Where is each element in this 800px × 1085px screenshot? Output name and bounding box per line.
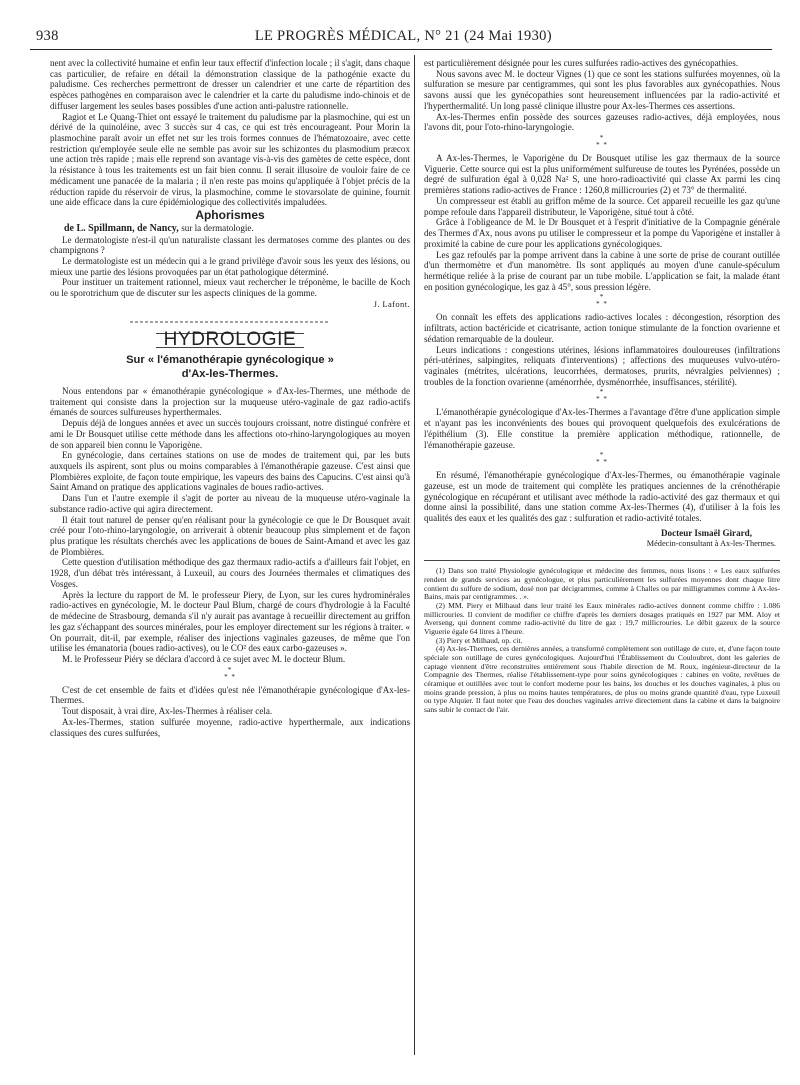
paragraph: Ragiot et Le Quang-Thiet ont essayé le traitement du paludisme par la plasmochine, qui est un dérivé de la quinoléine, avec 3 succès sur 4 cas, ce qui est très encourageant. Pour Morin la plasmochine paraît avoir un effet net sur les trois formes connues de l'hématozoaire, avec cette restriction qu'employée seule elle ne semble pas avoir sur les schizontes du plasmodium præcox une action très rapide ; mais elle reprend son avantage vis-à-vis des gamètes de cette espèce, dont la résistance à tous les traitements est un fait bien connu. Il serait illusoire de vouloir faire de ce médicament une panacée de la malaria ; il n'en reste pas moins qu'appliquée à l'objet précis de la réduction rapide du réservoir de virus, la plasmochine, comme le stovarsolate de quinine, fournit une aide efficace dans la cure épidémiologique des collectivités impaludées. — [50, 111, 410, 208]
footnote: (2) MM. Piery et Milhaud dans leur traité les Eaux minérales radio-actives donnent comme chiffre : 1.086 millicrouries. Il convient de modifier ce chiffre d'après les derniers dosages pratiqués en 1927 par MM. Aloy et Averseng, qui donnent comme radio-activité du litre de gaz : 19,7 millicrouries. Le débit gazeux de la source Viguerie égale 64 litres à l'heure. — [424, 600, 780, 636]
paragraph: nent avec la collectivité humaine et enfin leur taux effectif d'infection locale ; il s'agit, dans chaque cas particulier, de refaire en détail la démonstration classique de la pathogénie exacte du paludisme. Ces recherches permettront de dresser un calendrier et une carte de répartition des espèces pathogènes en comparaison avec le calendrier et la carte du paludisme indo-chinois et de diffuser largement les seules bases possibles d'une action anti-palustre rationnelle. — [50, 58, 410, 111]
footnote: (1) Dans son traité Physiologie gynécologique et médecine des femmes, nous lisons : « Les eaux sulfurées rendent de grands services au gynécologue, et plus particulièrement les sulfurées moyennes dont chaque litre contient du sulfure de sodium, dosé non par décigrammes, comme à Challes ou par milligrammes comme à Ax-les-Bains, mais par centigrammes. . ». — [424, 566, 780, 602]
paragraph: est particulièrement désignée pour les cures sulfurées radio-actives des gynécopathies. — [424, 58, 739, 68]
paragraph: Leurs indications : congestions utérines, lésions inflammatoires douloureuses (infiltrations péri-utérines, salpingites, reliquats d'interventions) ; affections des muqueuses vulvo-utéro-vaginales (métrites, ulcérations, leucorrhées, dermatoses, prurits, névralgies pelviennes) ; troubles de la fonction ovarienne (aménorrhée, dysménorrhée, insuffisances, stérilité). — [424, 344, 780, 387]
paragraph: Nous entendons par « émanothérapie gynécologique » d'Ax-les-Thermes, une méthode de traitement qui consiste dans la projection sur la muqueuse utéro-vaginale de gaz radio-actifs émanés de sources sulfureuses hyperthermales. — [50, 385, 410, 418]
right-column — [424, 58, 780, 714]
footnote: (4) Ax-les-Thermes, ces dernières années, a transformé complètement son outillage de cure, et, d'une façon toute spéciale son outillage de cures gynécologiques. Aujourd'hui l'Établissement du Couloubret, dont les galeries de captage viennent d'être reconstruites entièrement sous l'habile direction de M. Roux, ingénieur-directeur de la Compagnie des Thermes, réalise l'établissement-type pour soins gynécologiques : cabines en voûte, revêtues de céramique et outillées avec tout le confort moderne pour les bains, les douches et les douches vaginales, à plus ou moins grande pression, à plus ou moins hautes températures, de plus ou moins grande quantité d'eau, type Luxeuil ou type Alquier. Il faut noter que l'eau des douches vaginales arrive directement dans la cabine et dans la baignoire sans subir le contact de l'air. — [424, 644, 780, 714]
paragraph: L'émanothérapie gynécologique d'Ax-les-Thermes a l'avantage d'être d'une application simple et n'ayant pas les inconvénients des boues qui provoquent quelquefois des exulcérations de l'épithélium (3). Elle constitue la première application méthodique, rationnelle, de l'émanothérapie gazeuse. — [424, 407, 780, 450]
paragraph: On connaît les effets des applications radio-actives locales : décongestion, résorption des infiltrats, action bactéricide et cicatrisante, action tonique stimulante de la fonction ovarienne et sédation remarquable de la douleur. — [424, 312, 780, 344]
aphorism: Pour instituer un traitement rationnel, mieux vaut rechercher le tréponème, le bacille de Koch ou le sporotrichum que de discuter sur les aspects cliniques de la gomme. — [50, 277, 410, 299]
paragraph: A Ax-les-Thermes, le Vaporigène du Dr Bousquet utilise les gaz thermaux de la source Viguerie. Cette source qui est la plus uniformément sulfureuse de toutes les Pyrénées, possède un degré de sulfuration égal à 0,028 Na² S, une horo-radioactivité qui classe Ax parmi les cinq premières stations radio-actives de France : 1260,8 millicrouries (2) et 73° de thermalité. — [424, 153, 780, 196]
footnote: (3) Piery et Milhaud, op. cit. — [436, 635, 523, 645]
paragraph: En résumé, l'émanothérapie gynécologique d'Ax-les-Thermes, ou émanothérapie vaginale gazeuse, est un mode de traitement qui complète les pratiques anciennes de la crénothérapie gynécologique en récupérant et utilisant avec méthode la radio-activité des gaz thermaux et qui donne ainsi la possibilité, dans une station comme Ax-les-Thermes (4), d'utiliser à la fois les qualités des eaux et les qualités des gaz : sulfuration et radio-activité totales. — [424, 470, 780, 524]
paragraph: Ax-les-Thermes enfin possède des sources gazeuses radio-actives, déjà employées, nous l'avons dit, pour l'oto-rhino-laryngologie. — [424, 111, 780, 133]
paragraph: Nous savons avec M. le docteur Vignes (1) que ce sont les stations sulfurées moyennes, où la sulfuration se mesure par centigrammes, qui sont les plus favorables aux gynécopathies. Nous savons aussi que les gynécopathies sont heureusement influencées par la radio-activité et l'hyperthermalité. Un long passé clinique illustre pour Ax-les-Thermes ces assertions. — [424, 68, 780, 111]
running-header — [36, 28, 772, 46]
paragraph: Les gaz refoulés par la pompe arrivent dans la cabine à une sorte de prise de courant outillée d'un thermomètre et d'un manomètre. Ils sont appliqués au moyen d'une canule-spéculum hermétique reliée à la prise de courant par un tube mobile. L'application se fait, la malade étant en position gynécologique, les gaz à 45°, sous pression légère. — [424, 249, 780, 292]
paragraph: Après la lecture du rapport de M. le professeur Piery, de Lyon, sur les cures hydrominérales radio-actives en gynécologie, M. le docteur Paul Blum, chargé de cours d'hydrologie à la Faculté de médecine de Strasbourg, demanda s'il n'y aurait pas avantage à recueillir directement au griffon les gaz s'échappant des sources minérales, pour les employer directement sur les régions à traiter. « On pourrait, dit-il, par exemple, réaliser des injections vaginales gazeuses, de même que l'on utilise les émanatoria (boues radio-actives), ou le CO² des eaux carbo-gazeuses ». — [50, 589, 410, 654]
paragraph: M. le Professeur Piéry se déclara d'accord à ce sujet avec M. le docteur Blum. — [62, 653, 346, 664]
header-rule — [30, 49, 772, 50]
paragraph: Cette question d'utilisation méthodique des gaz thermaux radio-actifs a d'ailleurs fait l'objet, en 1928, d'un débat très intéressant, à Luxeuil, au cours des Journées thermales et climatiques des Vosges. — [50, 557, 410, 589]
paragraph: Tout disposait, à vrai dire, Ax-les-Thermes à réaliser cela. — [62, 706, 273, 717]
asterism: * * * — [596, 388, 608, 404]
author-subject: sur la dermatologie. — [181, 222, 254, 233]
aphorismes-heading: Aphorismes — [195, 208, 265, 223]
paragraph: Dans l'un et l'autre exemple il s'agit de porter au niveau de la muqueuse utéro-vaginale la substance radio-active qui agira directement. — [50, 493, 410, 514]
journal-title: LE PROGRÈS MÉDICAL, N° 21 (24 Mai 1930) — [254, 28, 552, 44]
article-title: Sur « l'émanothérapie gynécologique » d'Ax-les-Thermes. — [126, 353, 334, 380]
ornament-divider — [50, 318, 410, 330]
paragraph: Un compresseur est établi au griffon même de la source. Cet appareil recueille les gaz qu'une pompe refoule dans l'appareil distributeur, le Vaporigène, situé tout à côté. — [424, 195, 780, 217]
left-column — [50, 58, 410, 738]
author-name: de L. Spillmann, de Nancy, — [64, 222, 179, 234]
author-signature: Docteur Ismaël Girard, — [660, 527, 752, 538]
aphorism: Le dermatologiste est un médecin qui a le grand privilège d'avoir sous les yeux des lésions, ou mieux une partie des lésions provoquées par un état pathologique déterminé. — [50, 255, 410, 277]
aphorismes-author — [50, 223, 410, 235]
footnote-rule — [424, 560, 780, 561]
author-affiliation: Médecin-consultant à Ax-les-Thermes. — [646, 538, 776, 548]
asterism: * * * — [224, 665, 236, 681]
aphorism: Le dermatologiste n'est-il qu'un naturaliste classant les dermatoses comme des plantes ou des champignons ? — [50, 234, 410, 256]
paragraph: Il était tout naturel de penser qu'en réalisant pour la gynécologie ce que le Dr Bousquet avait créé pour l'oto-rhino-laryngologie, on arriverait à obtenir beaucoup plus simplement et de façon plus pratique les résultats cherchés avec les applications de boues de Saint-Amand et avec les gaz de Plombières. — [50, 514, 410, 557]
paragraph: En gynécologie, dans certaines stations on use de modes de traitement qui, par les buts auxquels ils aspirent, sont plus ou moins comparables à l'émanothérapie gazeuse. C'est ainsi que Plombières exploite, de façon toute empirique, les vapeurs des bains des Capucins. C'est ainsi qu'à Saint Amand on pratique des applications vaginales de boues radio-actives. — [50, 450, 410, 493]
paragraph: Ax-les-Thermes, station sulfurée moyenne, radio-active hyperthermale, aux indications classiques des cures sulfurées, — [50, 716, 410, 738]
column-divider — [414, 55, 415, 1055]
asterism: * * * — [596, 134, 608, 150]
paragraph: Depuis déjà de longues années et avec un succès toujours croissant, notre distingué confrère et ami le Dr Bousquet utilise cette méthode dans les affections oto-rhino-laryngologiques au moyen de son appareil bien connu le Vaporigène. — [50, 418, 410, 450]
section-title: HYDROLOGIE — [50, 333, 410, 348]
ornament-rule-icon — [130, 318, 330, 326]
aphorism-signature: J. Lafont. — [373, 298, 410, 309]
asterism: * * * — [596, 293, 608, 309]
paragraph: Grâce à l'obligeance de M. le Dr Bousquet et à l'esprit d'initiative de la Compagnie générale des Thermes d'Ax, nous avons pu utiliser le compresseur et la pompe du Vaporigène et installer à proximité la cabine de cure pour les applications gynécologiques. — [424, 217, 780, 249]
asterism: * * * — [596, 451, 608, 467]
paragraph: C'est de cet ensemble de faits et d'idées qu'est née l'émanothérapie gynécologique d'Ax-les-Thermes. — [50, 684, 410, 706]
page-number: 938 — [36, 28, 59, 44]
